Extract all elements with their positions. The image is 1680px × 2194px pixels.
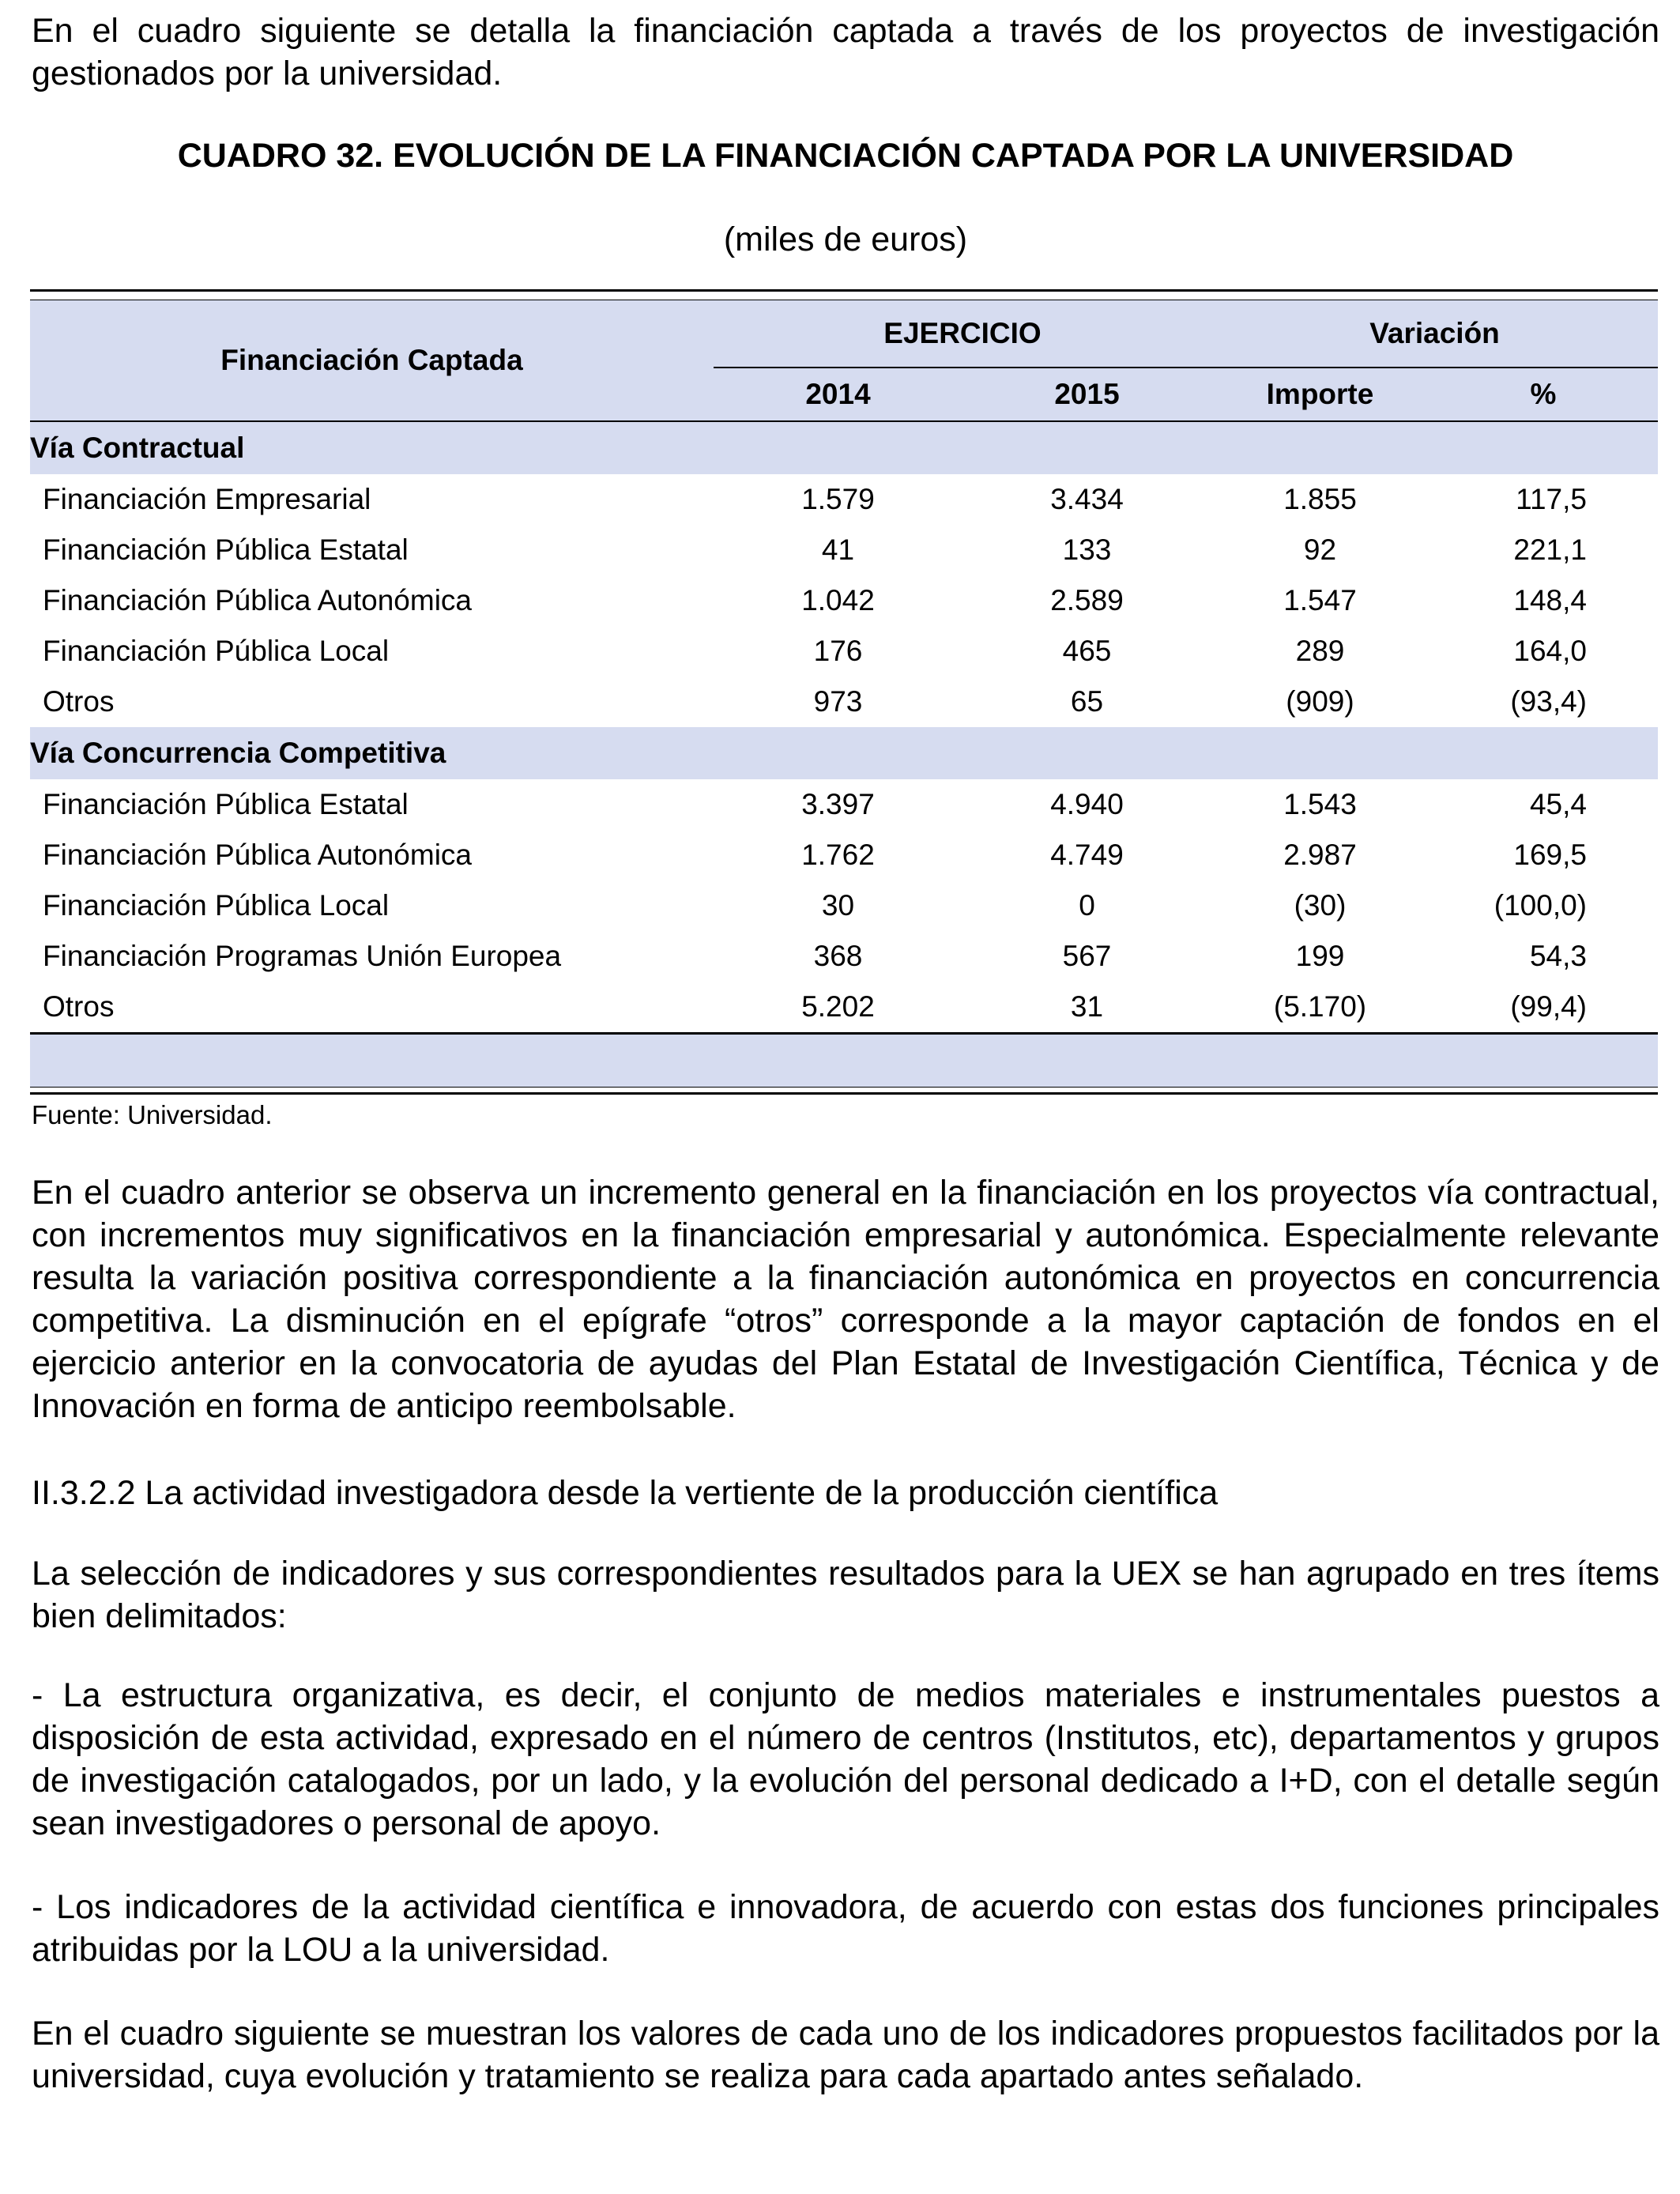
cell-2014: 30 <box>821 889 855 922</box>
cell-pct: 169,5 <box>1513 839 1587 871</box>
table-top-border <box>30 291 1658 300</box>
cell-2014: 5.202 <box>801 990 875 1023</box>
row-label: Financiación Pública Estatal <box>43 788 409 820</box>
cell-2015: 65 <box>1070 685 1104 718</box>
section-row <box>30 421 1658 474</box>
cell-pct: 45,4 <box>1529 788 1587 820</box>
bullet-structure: - La estructura organizativa, es decir, el conjunto de medios materiales e instrumentales puestos a disposición de esta actividad, expresado en el número de centros (Institutos, etc), departamentos y grupos de investigación catalogados, por un lado, y la evolución del personal dedicado a I+D, con el detalle según sean investigadores o personal de apoyo. <box>32 1676 1659 1842</box>
cell-importe: 92 <box>1303 533 1337 566</box>
table-row <box>30 779 1658 830</box>
section-heading: II.3.2.2 La actividad investigadora desde la vertiente de la producción científica <box>32 1474 1219 1512</box>
cell-pct: 164,0 <box>1513 635 1587 667</box>
intro-paragraph: En el cuadro siguiente se detalla la financiación captada a través de los proyectos de investigación gestionados por la universidad. <box>32 12 1659 92</box>
cell-pct: 117,5 <box>1516 483 1587 515</box>
table-source: Fuente: Universidad. <box>32 1100 273 1129</box>
cell-2015: 567 <box>1062 940 1112 972</box>
cell-pct: (99,4) <box>1510 990 1587 1023</box>
table-subtitle: (miles de euros) <box>723 221 968 258</box>
cell-importe: 1.547 <box>1283 584 1357 616</box>
header-2014: 2014 <box>714 368 962 421</box>
cell-2015: 2.589 <box>1050 584 1124 616</box>
row-label: Otros <box>43 685 115 718</box>
row-label: Financiación Pública Local <box>43 889 390 922</box>
cell-2014: 3.397 <box>801 788 875 820</box>
cell-importe: 199 <box>1295 940 1345 972</box>
cell-2015: 0 <box>1079 889 1095 922</box>
cell-2014: 41 <box>821 533 855 566</box>
cell-2015: 133 <box>1062 533 1112 566</box>
cell-pct: (93,4) <box>1510 685 1587 718</box>
cell-2015: 465 <box>1062 635 1112 667</box>
cell-importe: (5.170) <box>1273 990 1367 1023</box>
section-row <box>30 727 1658 779</box>
header-2015: 2015 <box>962 368 1211 421</box>
financing-table <box>30 289 1658 1095</box>
table-body <box>30 421 1658 1034</box>
row-label: Financiación Programas Unión Europea <box>43 940 562 972</box>
analysis-paragraph: En el cuadro anterior se observa un incremento general en la financiación en los proyectos vía contractual, con incrementos muy significativos en la financiación empresarial y autonómica. Especialmente relevante resulta la variación positiva correspondiente a la financiación autonómica en proyectos en concurrencia competitiva. La disminución en el epígrafe “otros” corresponde a la mayor captación de fondos en el ejercicio anterior en la convocatoria de ayudas del Plan Estatal de Investigación Científica, Técnica y de Innovación en forma de anticipo reembolsable. <box>32 1174 1659 1425</box>
cell-2014: 1.762 <box>801 839 875 871</box>
table-title: CUADRO 32. EVOLUCIÓN DE LA FINANCIACIÓN CAPTADA POR LA UNIVERSIDAD <box>177 137 1514 175</box>
header-variacion: Variación <box>1211 300 1658 368</box>
table-row <box>30 575 1658 626</box>
cell-2015: 31 <box>1070 990 1104 1023</box>
cell-2014: 1.579 <box>801 483 875 515</box>
cell-pct: (100,0) <box>1494 889 1587 922</box>
cell-2015: 3.434 <box>1050 483 1124 515</box>
table-footer-band <box>30 1035 1658 1088</box>
section-label: Vía Concurrencia Competitiva <box>30 727 1658 779</box>
cell-pct: 148,4 <box>1513 584 1587 616</box>
cell-2014: 973 <box>813 685 863 718</box>
table-row <box>30 525 1658 575</box>
cell-importe: (30) <box>1294 889 1347 922</box>
table-row <box>30 677 1658 727</box>
row-label: Financiación Empresarial <box>43 483 371 515</box>
final-paragraph: En el cuadro siguiente se muestran los valores de cada uno de los indicadores propuestos facilitados por la universidad, cuya evolución y tratamiento se realiza para cada apartado antes señalado. <box>32 2015 1659 2095</box>
header-importe: Importe <box>1211 368 1429 421</box>
header-ejercicio: EJERCICIO <box>714 300 1211 368</box>
table-row <box>30 931 1658 982</box>
selection-paragraph: La selección de indicadores y sus correspondientes resultados para la UEX se han agrupado en tres ítems bien delimitados: <box>32 1555 1659 1635</box>
table-row <box>30 474 1658 525</box>
cell-2014: 1.042 <box>801 584 875 616</box>
cell-importe: 1.855 <box>1283 483 1357 515</box>
table-row <box>30 880 1658 931</box>
row-label: Financiación Pública Estatal <box>43 533 409 566</box>
cell-pct: 221,1 <box>1513 533 1587 566</box>
cell-importe: (909) <box>1286 685 1354 718</box>
cell-importe: 289 <box>1295 635 1345 667</box>
cell-2014: 368 <box>813 940 863 972</box>
cell-pct: 54,3 <box>1529 940 1587 972</box>
table-row <box>30 982 1658 1034</box>
row-label: Financiación Pública Autonómica <box>43 839 472 871</box>
table-row <box>30 626 1658 677</box>
table-row <box>30 830 1658 880</box>
cell-importe: 2.987 <box>1283 839 1357 871</box>
row-label: Financiación Pública Autonómica <box>43 584 472 616</box>
cell-2015: 4.749 <box>1050 839 1124 871</box>
row-label: Financiación Pública Local <box>43 635 390 667</box>
row-label: Otros <box>43 990 115 1023</box>
header-pct: % <box>1429 368 1658 421</box>
cell-2014: 176 <box>813 635 863 667</box>
cell-2015: 4.940 <box>1050 788 1124 820</box>
bullet-indicators: - Los indicadores de la actividad científica e innovadora, de acuerdo con estas dos funciones principales atribuidas por la LOU a la universidad. <box>32 1888 1659 1969</box>
header-rowlabel: Financiación Captada <box>30 300 714 422</box>
cell-importe: 1.543 <box>1283 788 1357 820</box>
section-label: Vía Contractual <box>30 421 1658 474</box>
